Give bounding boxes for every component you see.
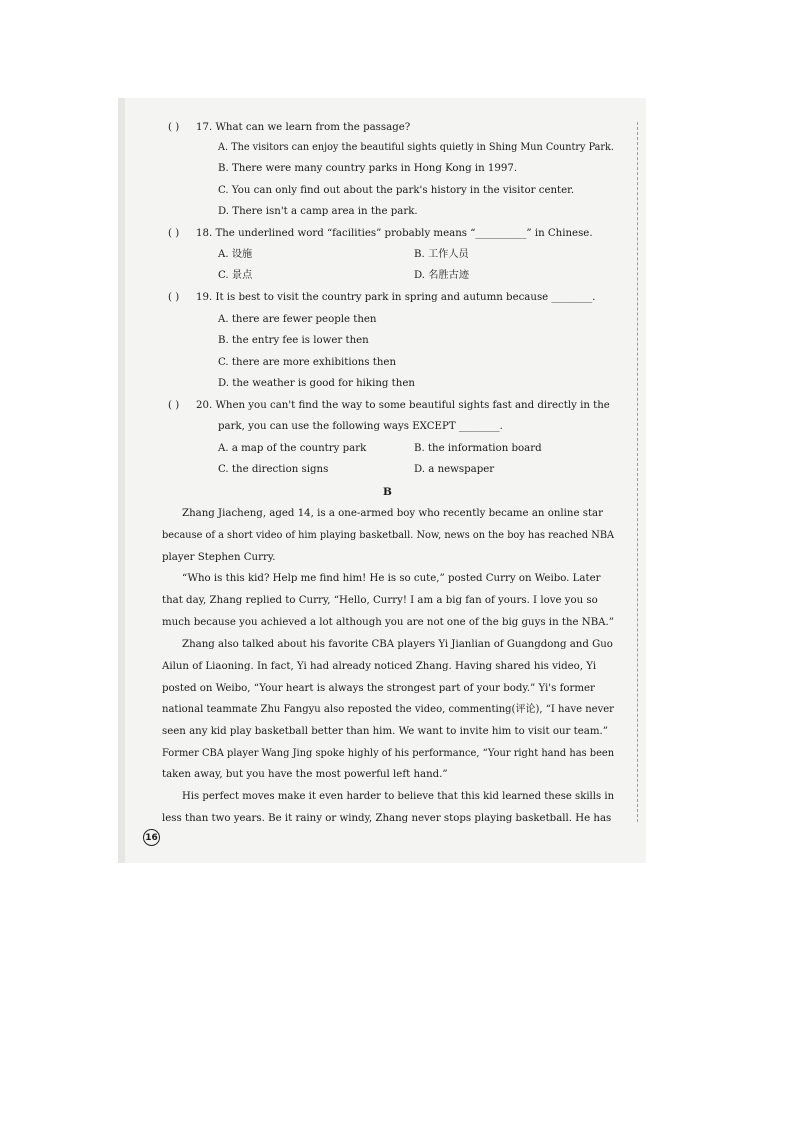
passage-line: Former CBA player Wang Jing spoke highly of his performance, “Your right hand has been	[162, 748, 615, 759]
section-b-title: B	[383, 486, 392, 498]
answer-paren-18[interactable]: ( )	[168, 228, 180, 239]
answer-paren-20[interactable]: ( )	[168, 400, 180, 411]
question-18-stem: 18. The underlined word “facilities” probably means “__________” in Chinese.	[196, 228, 593, 239]
q17-option-a: A. The visitors can enjoy the beautiful sights quietly in Shing Mun Country Park.	[218, 142, 615, 153]
passage-line: Zhang Jiacheng, aged 14, is a one-armed boy who recently became an online star	[182, 508, 604, 519]
passage-line: national teammate Zhu Fangyu also reposted the video, commenting(评论), “I have never	[162, 704, 614, 715]
passage-line: less than two years. Be it rainy or windy, Zhang never stops playing basketball. He has	[162, 813, 612, 824]
passage-line: seen any kid play basketball better than him. We want to invite him to visit our team.”	[162, 726, 608, 737]
q20-option-b: B. the information board	[414, 443, 542, 454]
q17-option-d: D. There isn't a camp area in the park.	[218, 206, 418, 217]
answer-paren-17[interactable]: ( )	[168, 122, 180, 133]
q18-option-d: D. 名胜古迹	[414, 270, 470, 281]
passage-line: player Stephen Curry.	[162, 552, 276, 563]
q17-option-b: B. There were many country parks in Hong Kong in 1997.	[218, 163, 518, 174]
q18-option-a: A. 设施	[218, 249, 253, 260]
q18-option-b: B. 工作人员	[414, 249, 469, 260]
page-number-badge: 16	[143, 829, 160, 846]
q19-option-c: C. there are more exhibitions then	[218, 357, 397, 368]
passage-line: “Who is this kid? Help me find him! He is so cute,” posted Curry on Weibo. Later	[182, 573, 601, 584]
question-17-stem: 17. What can we learn from the passage?	[196, 122, 411, 133]
passage-line: posted on Weibo, “Your heart is always the strongest part of your body.” Yi's former	[162, 683, 595, 694]
q20-option-c: C. the direction signs	[218, 464, 329, 475]
q20-option-a: A. a map of the country park	[218, 443, 367, 454]
q19-option-d: D. the weather is good for hiking then	[218, 378, 415, 389]
passage-line: because of a short video of him playing basketball. Now, news on the boy has reached NBA	[162, 530, 615, 541]
passage-line: much because you achieved a lot although you are not one of the big guys in the NBA.”	[162, 617, 614, 628]
q17-option-c: C. You can only find out about the park's history in the visitor center.	[218, 185, 575, 196]
question-20-stem: 20. When you can't find the way to some beautiful sights fast and directly in the	[196, 400, 610, 411]
answer-paren-19[interactable]: ( )	[168, 292, 180, 303]
passage-line: Ailun of Liaoning. In fact, Yi had already noticed Zhang. Having shared his video, Yi	[162, 661, 597, 672]
passage-line: that day, Zhang replied to Curry, “Hello, Curry! I am a big fan of yours. I love you so	[162, 595, 598, 606]
q19-option-b: B. the entry fee is lower then	[218, 335, 369, 346]
q18-option-c: C. 景点	[218, 270, 253, 281]
q19-option-a: A. there are fewer people then	[218, 314, 377, 325]
passage-line: Zhang also talked about his favorite CBA players Yi Jianlian of Guangdong and Guo	[182, 639, 613, 650]
q20-option-d: D. a newspaper	[414, 464, 495, 475]
question-19-stem: 19. It is best to visit the country park in spring and autumn because ________.	[196, 292, 596, 303]
passage-line: His perfect moves make it even harder to believe that this kid learned these skills in	[182, 791, 615, 802]
question-20-stem-cont: park, you can use the following ways EXCEPT ________.	[218, 421, 503, 432]
passage-line: taken away, but you have the most powerful left hand.”	[162, 769, 448, 780]
